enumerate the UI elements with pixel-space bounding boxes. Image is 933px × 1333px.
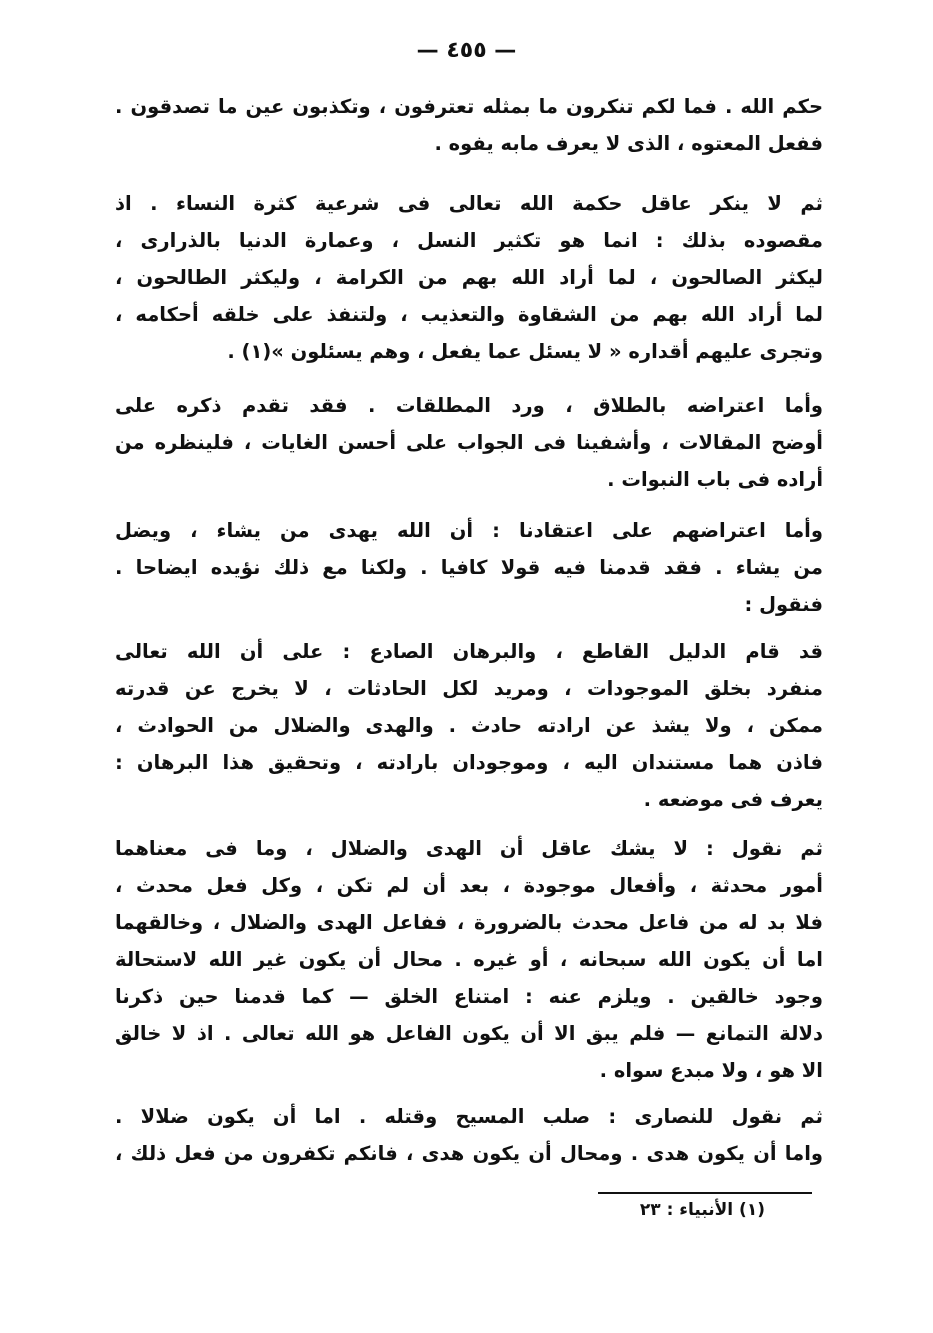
text-line: قد قام الدليل القاطع ، والبرهان الصادع : على أن الله تعالى — [115, 640, 823, 663]
paragraph-1 — [115, 88, 823, 162]
text-line: وجود خالقين . ويلزم عنه : امتناع الخلق — كما قدمنا حين ذكرنا — [115, 985, 823, 1008]
footnote: (١) الأنبياء : ٢٣ — [639, 1200, 765, 1220]
text-line: واما أن يكون هدى . ومحال أن يكون هدى ، فانكم تكفرون من فعل ذلك ، — [115, 1142, 823, 1165]
paragraph-5 — [115, 633, 823, 818]
text-line: أوضح المقالات ، وأشفينا فى الجواب على أحسن الغايات ، فلينظره من — [115, 431, 823, 454]
text-line: أراده فى باب النبوات . — [607, 468, 823, 491]
text-line: اما أن يكون الله سبحانه ، أو غيره . محال أن يكون غير الله لاستحالة — [115, 948, 823, 971]
text-line: وأما اعتراضهم على اعتقادنا : أن الله يهدى من يشاء ، ويضل — [115, 519, 823, 542]
text-line: أمور محدثة ، وأفعال موجودة ، بعد أن لم تكن ، وكل فعل محدث ، — [115, 874, 823, 897]
footnote-divider — [598, 1192, 812, 1194]
paragraph-3 — [115, 387, 823, 498]
text-line: ثم نقول للنصارى : صلب المسيح وقتله . اما أن يكون ضلالا . — [115, 1105, 823, 1128]
text-line: حكم الله . فما لكم تنكرون ما بمثله تعترفون ، وتكذبون عين ما تصدقون . — [115, 95, 823, 118]
text-line: لما أراد الله بهم من الشقاوة والتعذيب ، ولتنفذ على خلقه أحكامه ، — [115, 303, 823, 326]
text-line: دلالة التمانع — فلم يبق الا أن يكون الفاعل هو الله تعالى . اذ لا خالق — [115, 1022, 823, 1045]
paragraph-2 — [115, 185, 823, 370]
text-line: فاذن هما مستندان اليه ، وموجودان بارادته ، وتحقيق هذا البرهان : — [115, 751, 823, 774]
text-line: وأما اعتراضه بالطلاق ، ورد المطلقات . فقد تقدم ذكره على — [115, 394, 823, 417]
text-line: مقصوده بذلك : انما هو تكثير النسل ، وعمارة الدنيا بالذرارى ، — [115, 229, 823, 252]
text-line: ففعل المعتوه ، الذى لا يعرف مابه يفوه . — [434, 132, 823, 155]
paragraph-7 — [115, 1098, 823, 1172]
paragraph-4 — [115, 512, 823, 623]
text-line: وتجرى عليهم أقداره « لا يسئل عما يفعل ، وهم يسئلون »(١) . — [227, 340, 823, 363]
text-line: فنقول : — [744, 593, 823, 616]
paragraph-6 — [115, 830, 823, 1089]
text-line: ثم لا ينكر عاقل حكمة الله تعالى فى شرعية كثرة النساء . اذ — [115, 192, 823, 215]
page-number: — ٤٥٥ — — [416, 38, 517, 63]
text-line: الا هو ، ولا مبدع سواه . — [599, 1059, 823, 1082]
text-line: من يشاء . فقد قدمنا فيه قولا كافيا . ولكنا مع ذلك نؤيده ايضاحا . — [115, 556, 823, 579]
text-line: منفرد بخلق الموجودات ، ومريد لكل الحادثات ، لا يخرج عن قدرته — [115, 677, 823, 700]
text-line: ممكن ، ولا يشذ عن ارادته حادث . والهدى والضلال من الحوادث ، — [115, 714, 823, 737]
text-line: يعرف فى موضعه . — [643, 788, 823, 811]
text-line: فلا بد له من فاعل محدث بالضرورة ، ففاعل الهدى والضلال ، وخالقهما — [115, 911, 823, 934]
text-line: ثم نقول : لا يشك عاقل أن الهدى والضلال ، وما فى معناهما — [115, 837, 823, 860]
text-line: ليكثر الصالحون ، لما أراد الله بهم من الكرامة ، وليكثر الطالحون ، — [115, 266, 823, 289]
